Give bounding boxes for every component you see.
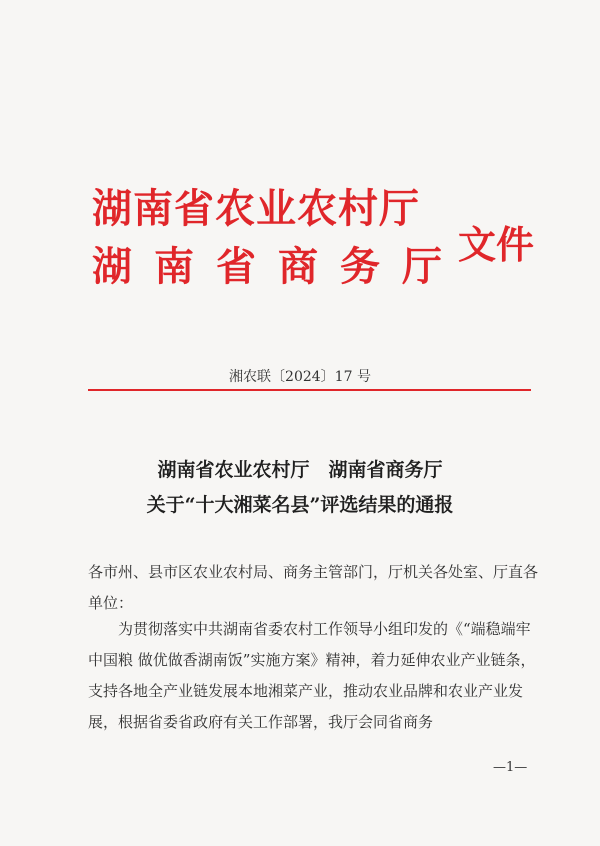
document-title-line-2: 关于“十大湘菜名县”评选结果的通报 [146, 494, 454, 516]
document-suffix: 文件 [458, 223, 535, 267]
body-paragraph: 为贯彻落实中共湖南省委农村工作领导小组印发的《“端稳端牢中国粮 做优做香湖南饭”实施方案》精神，着力延伸农业产业链条，支持各地全产业链发展本地湘菜产业，推动农业品牌和农业产业发展，根据省委省政府有关工作部署，我厅会同省商务 [88, 620, 536, 731]
red-separator-line [88, 389, 531, 391]
page-number: —1— [493, 760, 528, 775]
issuer-block [92, 180, 464, 296]
document-number: 湘农联〔2024〕17 号 [229, 369, 371, 385]
issuer-name-commerce: 湖南省商务厅 [92, 244, 464, 290]
salutation: 各市州、县市区农业农村局、商务主管部门，厅机关各处室、厅直各单位： [88, 563, 539, 612]
issuer-name-agriculture: 湖南省农业农村厅 [92, 186, 420, 232]
document-title-line-1: 湖南省农业农村厅 湖南省商务厅 [157, 459, 443, 481]
